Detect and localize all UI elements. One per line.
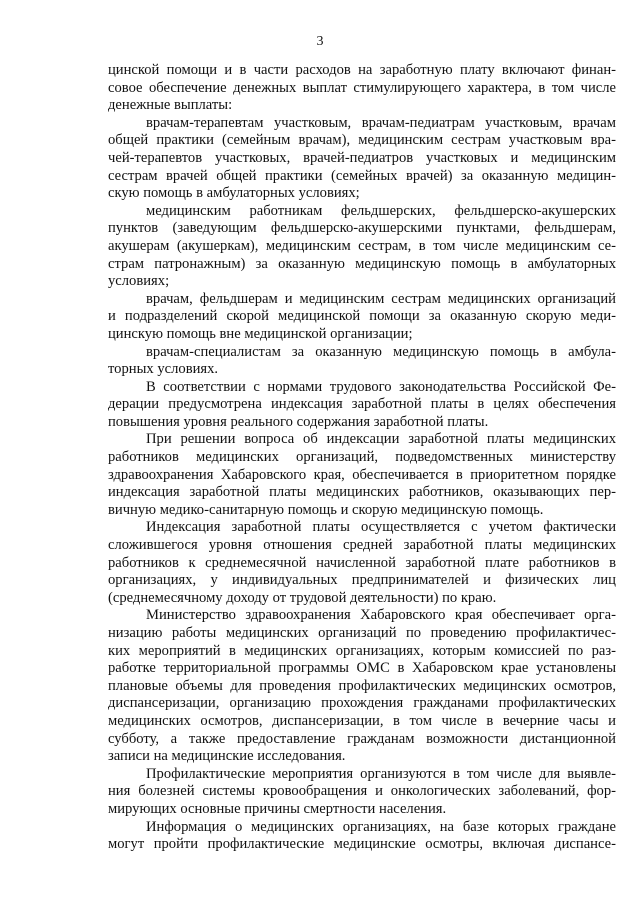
- text-line: плановые объемы для проведения профилактических медицинских осмотров,: [108, 677, 616, 694]
- text-line: совое обеспечение денежных выплат стимулирующего характера, в том числе: [108, 79, 616, 96]
- text-line: субботу, а также предоставление гражданам возможности дистанционной: [108, 730, 616, 747]
- text-line: работников к среднемесячной начисленной заработной плате работников в: [108, 554, 616, 571]
- text-line: Информация о медицинских организациях, на базе которых граждане: [146, 818, 616, 835]
- text-line: вичную медико-санитарную помощь и скорую медицинскую помощь.: [108, 501, 544, 518]
- text-line: повышения уровня реального содержания заработной платы.: [108, 413, 489, 430]
- text-line: цинской помощи и в части расходов на заработную плату включают финан-: [108, 62, 616, 78]
- text-line: мирующих основные причины смертности населения.: [108, 800, 447, 817]
- text-line: работников медицинских организаций, подведомственных министерству: [108, 449, 616, 466]
- text-line: медицинским работникам фельдшерских, фельдшерско-акушерских: [146, 202, 616, 219]
- text-line: общей практики (семейным врачам), медицинским сестрам участковым вра-: [108, 132, 616, 149]
- text-line: индексация заработной платы медицинских работников, оказывающих пер-: [108, 484, 616, 501]
- text-line: врачам-специалистам за оказанную медицинскую помощь в амбула-: [146, 343, 616, 360]
- text-line: могут пройти профилактические медицинские осмотры, включая диспансе-: [108, 836, 616, 853]
- paragraph: [108, 607, 616, 765]
- text-line: ния болезней системы кровообращения и онкологических заболеваний, фор-: [108, 783, 616, 800]
- text-line: ких мероприятий в медицинских организациях, которым комиссией по раз-: [108, 642, 616, 659]
- text-line: медицинских осмотров, диспансеризации, в том числе в вечерние часы и: [108, 712, 616, 729]
- paragraph: [108, 291, 616, 344]
- text-line: сложившегося уровня отношения средней заработной платы медицинских: [108, 537, 616, 554]
- text-line: пунктов (заведующим фельдшерско-акушерскими пунктами, фельдшерам,: [108, 220, 616, 237]
- text-line: врачам-терапевтам участковым, врачам-педиатрам участковым, врачам: [146, 114, 616, 131]
- text-line: торных условиях.: [108, 361, 219, 378]
- text-line: записи на медицинские исследования.: [108, 748, 346, 765]
- text-line: диспансеризации, организацию прохождения гражданами профилактических: [108, 695, 616, 712]
- paragraph: [108, 344, 616, 379]
- text-line: акушерам (акушеркам), медицинским сестрам, в том числе медицинским се-: [108, 237, 616, 254]
- text-line: сестрам врачей общей практики (семейных врачей) за оказанную медицин-: [108, 167, 616, 184]
- paragraph: [108, 203, 616, 291]
- text-line: (среднемесячному доходу от трудовой деятельности) по краю.: [108, 589, 497, 606]
- paragraph: [108, 379, 616, 432]
- text-line: При решении вопроса об индексации заработной платы медицинских: [146, 431, 616, 448]
- text-line: организациях, у индивидуальных предпринимателей и физических лиц: [108, 572, 616, 589]
- text-line: страм патронажным) за оказанную медицинскую помощь в амбулаторных: [108, 255, 616, 272]
- text-line: скую помощь в амбулаторных условиях;: [108, 185, 360, 202]
- text-line: дерации предусмотрена индексация заработной платы в целях обеспечения: [108, 396, 616, 413]
- paragraph: [108, 766, 616, 819]
- text-line: и подразделений скорой медицинской помощи за оказанную скорую меди-: [108, 308, 616, 325]
- text-line: врачам, фельдшерам и медицинским сестрам медицинских организаций: [146, 290, 616, 307]
- text-line: низацию работы медицинских организаций по проведению профилактичес-: [108, 625, 616, 641]
- text-line: Индексация заработной платы осуществляется с учетом фактически: [146, 519, 616, 536]
- text-line: денежные выплаты:: [108, 97, 233, 114]
- text-line: чей-терапевтов участковых, врачей-педиатров участковых и медицинским: [108, 149, 616, 166]
- document-body: [108, 62, 616, 854]
- paragraph: [108, 519, 616, 607]
- paragraph: [108, 819, 616, 854]
- paragraph: [108, 431, 616, 519]
- text-line: работке территориальной программы ОМС в Хабаровском крае установлены: [108, 660, 616, 677]
- text-line: Профилактические мероприятия организуются в том числе для выявле-: [146, 765, 616, 782]
- page-number: 3: [316, 34, 324, 49]
- text-line: здравоохранения Хабаровского края, обеспечивается в приоритетном порядке: [108, 466, 616, 483]
- text-line: условиях;: [108, 273, 170, 290]
- text-line: В соответствии с нормами трудового законодательства Российской Фе-: [146, 378, 616, 395]
- paragraph: [108, 115, 616, 203]
- text-line: цинскую помощь вне медицинской организации;: [108, 325, 413, 342]
- text-line: Министерство здравоохранения Хабаровского края обеспечивает орга-: [146, 607, 616, 624]
- paragraph: [108, 62, 616, 115]
